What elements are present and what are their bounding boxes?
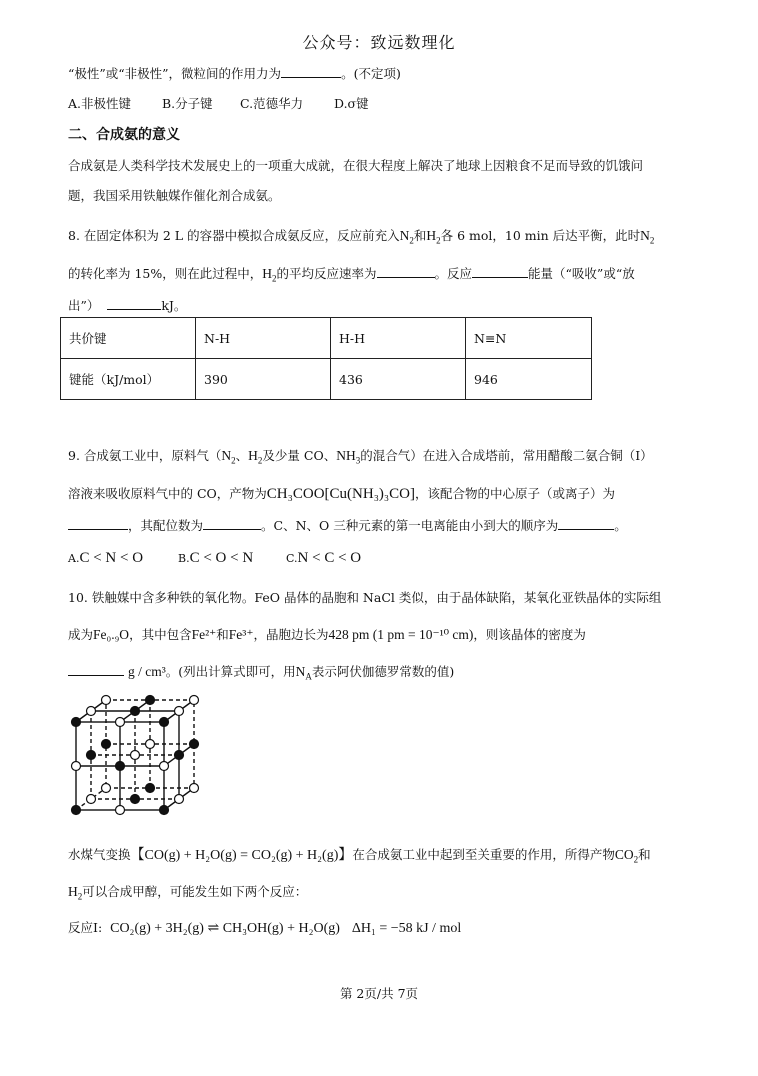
- q9-option-c: C.N < C < O: [286, 550, 362, 566]
- table-header-cell: N-H: [196, 318, 331, 359]
- text: 、: [235, 448, 249, 463]
- q10-line3: [68, 662, 454, 680]
- text: ，则该晶体的密度为: [473, 627, 586, 642]
- table-header-cell: 共价键: [61, 318, 196, 359]
- text: 水煤气变换: [68, 847, 131, 862]
- answer-blank[interactable]: [281, 64, 341, 78]
- table-row-label: 键能（kJ/mol）: [61, 359, 196, 400]
- q9-option-a: A.C < N < O: [68, 550, 144, 566]
- table-cell: 946: [466, 359, 592, 400]
- fe2-ion: Fe²⁺: [191, 627, 217, 642]
- h2-formula: $H_2$: [262, 266, 277, 284]
- water-gas-line2: [68, 882, 307, 900]
- text: 反应I:: [68, 920, 103, 935]
- table-header-cell: N≡N: [466, 318, 592, 359]
- table-cell: 436: [331, 359, 466, 400]
- text: 溶液来吸收原料气中的 CO，产物为: [68, 486, 267, 501]
- text: 8. 在固定体积为 2 L 的容器中模拟合成氨反应，反应前充入: [68, 228, 400, 243]
- text: 。(列出计算式即可，用: [165, 664, 296, 679]
- q7-option-a: A.非极性键: [68, 96, 132, 111]
- text: 表示阿伏伽德罗常数的值): [311, 664, 455, 679]
- text: 的混合气）在进入合成塔前，常用醋酸二氨合铜（I）: [360, 448, 653, 463]
- fe3-ion: Fe³⁺: [228, 627, 254, 642]
- table-header-cell: H-H: [331, 318, 466, 359]
- q8-line2: [68, 264, 635, 282]
- page-footer: 第 2页/共 7页: [339, 986, 419, 1001]
- text: 及少量 CO、: [262, 448, 337, 463]
- water-gas-line1: [68, 844, 651, 864]
- answer-blank[interactable]: [68, 516, 128, 530]
- text: ，其中包含: [129, 627, 192, 642]
- q9-line2: [68, 484, 615, 503]
- q10-line2: [68, 625, 586, 643]
- q7-option-d: D.σ键: [334, 96, 369, 111]
- text: ，其配位数为: [128, 518, 204, 533]
- answer-blank[interactable]: [472, 264, 528, 278]
- table-row: [61, 359, 592, 400]
- q8-line1: [68, 226, 654, 244]
- q7-line1: [68, 64, 401, 82]
- feo-unit-cell-figure: [70, 694, 200, 818]
- density-unit: g / cm³: [127, 664, 166, 679]
- section-intro-line1: 合成氨是人类科学技术发展史上的一项重大成就，在很大程度上解决了地球上因粮食不足而导致的饥饿问: [68, 158, 644, 173]
- q9-line3: [68, 516, 627, 534]
- q7-option-c: C.范德华力: [240, 96, 304, 111]
- answer-blank[interactable]: [377, 264, 435, 278]
- text: ，该配合物的中心原子（或离子）为: [414, 486, 615, 501]
- text: 的转化率为 15%，则在此过程中，: [68, 266, 263, 281]
- q10-line1: 10. 铁触媒中含多种铁的氧化物。FeO 晶体的晶胞和 NaCl 类似，由于晶体缺陷，某氧化亚铁晶体的实际组: [68, 590, 662, 605]
- answer-blank[interactable]: [107, 296, 161, 310]
- text: 和: [413, 228, 427, 243]
- text: 各 6 mol，10 min 后达平衡，此时: [440, 228, 641, 243]
- complex-formula: CH₃COO[Cu(NH₃)₃CO]: [266, 486, 415, 502]
- text: 成为: [68, 627, 94, 642]
- text: 。: [614, 518, 627, 533]
- q9-line1: [68, 446, 653, 464]
- answer-blank[interactable]: [203, 516, 261, 530]
- text: 和: [638, 847, 651, 862]
- answer-blank[interactable]: [558, 516, 614, 530]
- text: 在合成氨工业中起到至关重要的作用，所得产物: [352, 847, 615, 862]
- answer-blank[interactable]: [68, 662, 124, 676]
- page-header: 公众号：致远数理化: [302, 33, 456, 52]
- text: 。C、N、O 三种元素的第一电离能由小到大的顺序为: [261, 518, 559, 533]
- text: 出”）: [68, 298, 100, 313]
- cell-length: 428 pm (1 pm = 10⁻¹⁰ cm): [328, 627, 474, 642]
- q9-option-b: B.C < O < N: [178, 550, 254, 566]
- shift-equation: 【CO(g) + H₂O(g) = CO₂(g) + H₂(g)】: [130, 848, 353, 863]
- section-heading: 二、合成氨的意义: [68, 127, 180, 143]
- reaction-1-equation: CO₂(g) + 3H₂(g) ⇌ CH₃OH(g) + H₂O(g): [110, 921, 340, 936]
- text: ，晶胞边长为: [253, 627, 329, 642]
- text: 。反应: [434, 266, 473, 281]
- text: 9. 合成氨工业中，原料气（: [68, 448, 222, 463]
- text: kJ。: [161, 298, 187, 313]
- n2-formula: $N_2$: [221, 448, 236, 466]
- h2-formula: $H_2$: [248, 448, 263, 466]
- text: “极性”或“非极性”，微粒间的作用力为: [68, 66, 282, 81]
- reaction-1-enthalpy: ΔH₁ = −58 kJ / mol: [351, 921, 462, 936]
- nh3-formula: $NH_3$: [336, 448, 361, 466]
- bond-energy-table: [60, 317, 592, 400]
- text: 可以合成甲醇，可能发生如下两个反应：: [82, 884, 308, 899]
- h2-formula: $H_2$: [426, 228, 441, 246]
- table-row: [61, 318, 592, 359]
- q8-line3: [68, 296, 186, 314]
- fe-oxide-formula: Fe₀.₉O: [93, 627, 130, 642]
- reaction-1: [68, 918, 461, 937]
- text: 和: [216, 627, 229, 642]
- section-intro-line2: 题，我国采用铁触媒作催化剂合成氨。: [68, 188, 281, 203]
- text: 。(不定项): [341, 66, 401, 81]
- h2-formula: $H_2$: [68, 884, 83, 902]
- text: 能量（“吸收”或“放: [528, 266, 635, 281]
- n2-formula: $N_2$: [640, 228, 655, 246]
- na-symbol: $N_A$: [295, 664, 312, 682]
- table-cell: 390: [196, 359, 331, 400]
- n2-formula: $N_2$: [399, 228, 414, 246]
- co2-formula: $CO_2$: [614, 847, 639, 865]
- q7-option-b: B.分子键: [162, 96, 213, 111]
- text: 的平均反应速率为: [276, 266, 377, 281]
